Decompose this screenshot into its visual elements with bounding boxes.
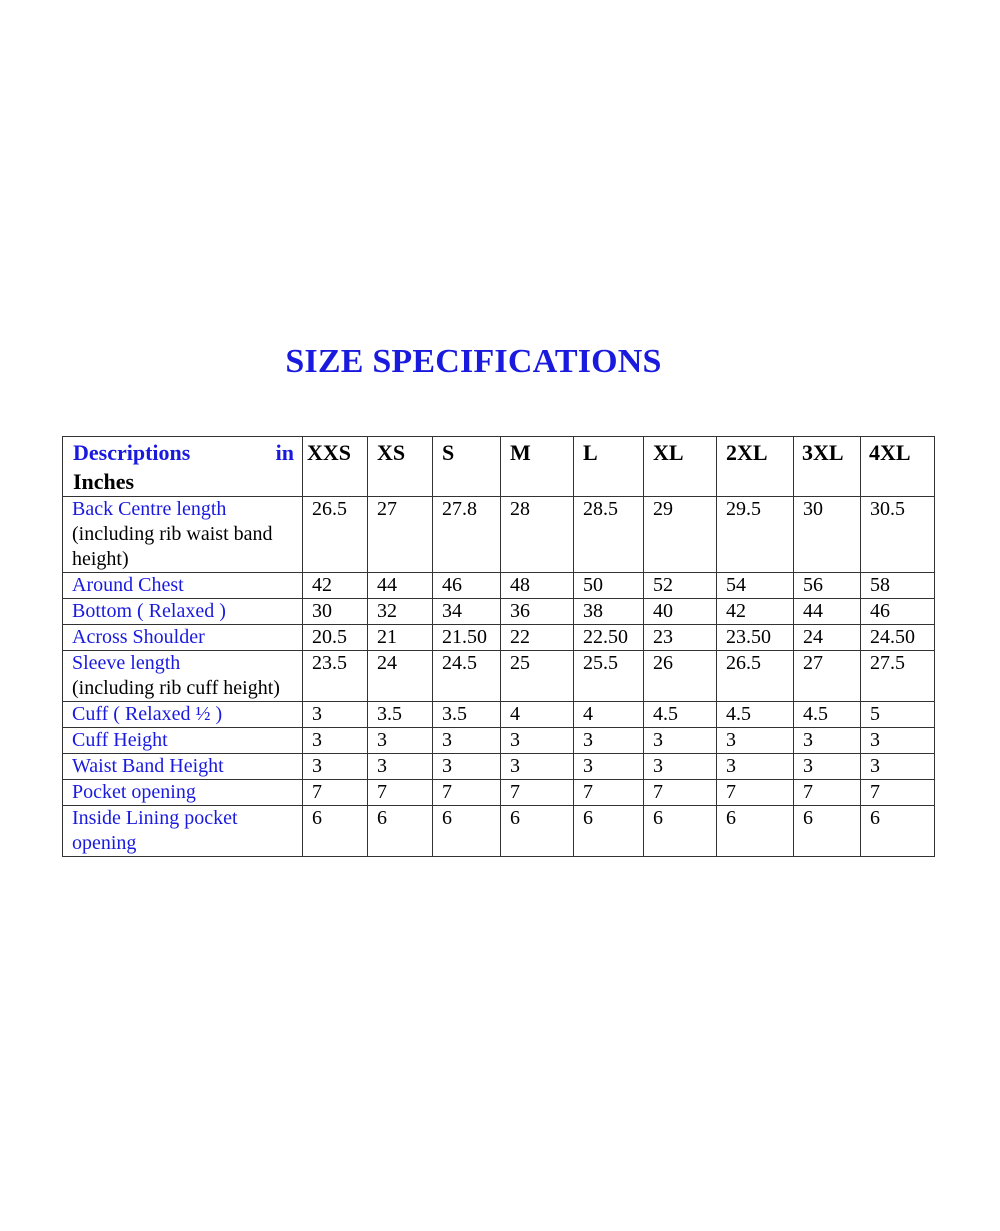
table-cell: 27.5 xyxy=(861,651,935,702)
table-row xyxy=(63,780,935,806)
table-cell: 4.5 xyxy=(717,702,794,728)
table-row xyxy=(63,702,935,728)
table-row xyxy=(63,651,935,702)
table-cell: 3 xyxy=(861,728,935,754)
table-cell: 7 xyxy=(794,780,861,806)
table-cell: 58 xyxy=(861,573,935,599)
table-cell: 3 xyxy=(303,728,368,754)
table-cell: 27 xyxy=(368,497,433,573)
table-cell: 5 xyxy=(861,702,935,728)
table-cell: 6 xyxy=(368,806,433,857)
table-cell: 24.5 xyxy=(433,651,501,702)
row-label-main: Cuff ( Relaxed ½ ) xyxy=(72,703,223,725)
description-header-unit: Inches xyxy=(73,469,135,494)
row-label-main: Back Centre length xyxy=(72,498,227,520)
table-row xyxy=(63,625,935,651)
table-cell: 26.5 xyxy=(717,651,794,702)
table-cell: 46 xyxy=(861,599,935,625)
table-cell: 54 xyxy=(717,573,794,599)
table-row xyxy=(63,728,935,754)
table-cell: 4 xyxy=(574,702,644,728)
table-cell: 3 xyxy=(644,754,717,780)
table-cell: 36 xyxy=(501,599,574,625)
table-row xyxy=(63,754,935,780)
size-header-xs: XS xyxy=(368,437,433,497)
table-cell: 7 xyxy=(861,780,935,806)
table-cell: 42 xyxy=(303,573,368,599)
row-label-main: Cuff Height xyxy=(72,729,168,751)
row-label-sub: (including rib waist band height) xyxy=(72,523,273,570)
description-header-in: in xyxy=(275,440,294,465)
table-cell: 48 xyxy=(501,573,574,599)
table-cell: 22 xyxy=(501,625,574,651)
table-cell: 3 xyxy=(303,702,368,728)
table-cell: 27.8 xyxy=(433,497,501,573)
table-cell: 30 xyxy=(303,599,368,625)
table-cell: 25.5 xyxy=(574,651,644,702)
table-cell: 44 xyxy=(794,599,861,625)
table-cell: 3 xyxy=(501,728,574,754)
table-cell: 6 xyxy=(717,806,794,857)
table-cell: 22.50 xyxy=(574,625,644,651)
row-label-across-shoulder xyxy=(63,625,303,651)
table-cell: 7 xyxy=(717,780,794,806)
row-label-main: Pocket opening xyxy=(72,781,196,803)
table-cell: 32 xyxy=(368,599,433,625)
table-cell: 21.50 xyxy=(433,625,501,651)
table-cell: 21 xyxy=(368,625,433,651)
table-cell: 23.50 xyxy=(717,625,794,651)
row-label-around-chest xyxy=(63,573,303,599)
row-label-back-centre-length xyxy=(63,497,303,573)
table-cell: 3.5 xyxy=(433,702,501,728)
table-cell: 3 xyxy=(794,754,861,780)
row-label-inside-lining-pocket-opening xyxy=(63,806,303,857)
table-cell: 7 xyxy=(433,780,501,806)
table-cell: 3.5 xyxy=(368,702,433,728)
table-cell: 56 xyxy=(794,573,861,599)
table-cell: 24 xyxy=(368,651,433,702)
table-cell: 3 xyxy=(644,728,717,754)
size-header-l: L xyxy=(574,437,644,497)
size-header-2xl: 2XL xyxy=(717,437,794,497)
table-cell: 3 xyxy=(861,754,935,780)
table-cell: 3 xyxy=(303,754,368,780)
table-cell: 46 xyxy=(433,573,501,599)
table-cell: 40 xyxy=(644,599,717,625)
table-cell: 3 xyxy=(433,728,501,754)
table-cell: 6 xyxy=(644,806,717,857)
table-cell: 29.5 xyxy=(717,497,794,573)
table-cell: 3 xyxy=(501,754,574,780)
table-cell: 7 xyxy=(501,780,574,806)
table-cell: 3 xyxy=(368,728,433,754)
table-cell: 23 xyxy=(644,625,717,651)
description-header-label: Descriptions xyxy=(73,440,191,465)
size-spec-table xyxy=(62,436,935,857)
row-label-sleeve-length xyxy=(63,651,303,702)
spec-table-body xyxy=(63,497,935,857)
size-header-m: M xyxy=(501,437,574,497)
row-label-main: Across Shoulder xyxy=(72,626,205,648)
size-header-xl: XL xyxy=(644,437,717,497)
table-cell: 24.50 xyxy=(861,625,935,651)
size-header-4xl: 4XL xyxy=(861,437,935,497)
table-cell: 42 xyxy=(717,599,794,625)
table-cell: 26 xyxy=(644,651,717,702)
header-row xyxy=(63,437,935,497)
table-cell: 30.5 xyxy=(861,497,935,573)
table-cell: 6 xyxy=(794,806,861,857)
size-header-s: S xyxy=(433,437,501,497)
page-title: SIZE SPECIFICATIONS xyxy=(285,343,662,380)
table-cell: 6 xyxy=(574,806,644,857)
table-cell: 4 xyxy=(501,702,574,728)
row-label-cuff-relaxed xyxy=(63,702,303,728)
table-cell: 26.5 xyxy=(303,497,368,573)
table-cell: 6 xyxy=(861,806,935,857)
table-cell: 52 xyxy=(644,573,717,599)
table-cell: 50 xyxy=(574,573,644,599)
table-cell: 3 xyxy=(433,754,501,780)
table-cell: 29 xyxy=(644,497,717,573)
table-cell: 4.5 xyxy=(794,702,861,728)
table-cell: 38 xyxy=(574,599,644,625)
table-cell: 27 xyxy=(794,651,861,702)
table-cell: 6 xyxy=(433,806,501,857)
row-label-main: Around Chest xyxy=(72,574,184,596)
table-cell: 24 xyxy=(794,625,861,651)
row-label-main: Inside Lining pocket opening xyxy=(72,807,238,854)
table-cell: 30 xyxy=(794,497,861,573)
table-cell: 34 xyxy=(433,599,501,625)
table-cell: 25 xyxy=(501,651,574,702)
row-label-cuff-height xyxy=(63,728,303,754)
table-cell: 7 xyxy=(644,780,717,806)
table-cell: 6 xyxy=(501,806,574,857)
table-cell: 3 xyxy=(794,728,861,754)
table-row xyxy=(63,497,935,573)
size-header-3xl: 3XL xyxy=(794,437,861,497)
table-cell: 7 xyxy=(574,780,644,806)
row-label-bottom-relaxed xyxy=(63,599,303,625)
table-cell: 3 xyxy=(368,754,433,780)
table-cell: 23.5 xyxy=(303,651,368,702)
row-label-waist-band-height xyxy=(63,754,303,780)
row-label-main: Sleeve length xyxy=(72,652,181,674)
table-cell: 44 xyxy=(368,573,433,599)
table-row xyxy=(63,599,935,625)
table-cell: 20.5 xyxy=(303,625,368,651)
table-cell: 3 xyxy=(574,728,644,754)
size-header-xxs: XXS xyxy=(303,437,368,497)
table-cell: 6 xyxy=(303,806,368,857)
table-cell: 7 xyxy=(368,780,433,806)
table-cell: 28.5 xyxy=(574,497,644,573)
table-cell: 3 xyxy=(717,728,794,754)
table-cell: 3 xyxy=(717,754,794,780)
description-header xyxy=(63,437,303,497)
table-cell: 3 xyxy=(574,754,644,780)
table-row xyxy=(63,573,935,599)
table-row xyxy=(63,806,935,857)
table-cell: 4.5 xyxy=(644,702,717,728)
row-label-pocket-opening xyxy=(63,780,303,806)
row-label-sub: (including rib cuff height) xyxy=(72,677,280,699)
table-cell: 28 xyxy=(501,497,574,573)
row-label-main: Waist Band Height xyxy=(72,755,224,777)
row-label-main: Bottom ( Relaxed ) xyxy=(72,600,226,622)
table-cell: 7 xyxy=(303,780,368,806)
